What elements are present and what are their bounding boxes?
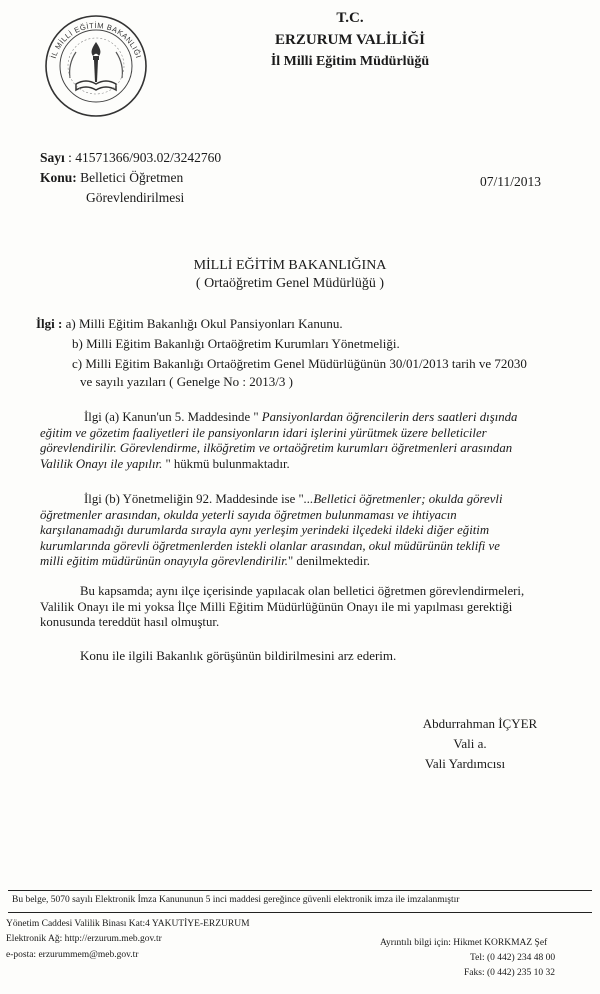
signatory-name: Abdurrahman İÇYER <box>422 716 538 731</box>
paragraph-yonetmelik <box>40 492 580 570</box>
header-country: T.C. <box>336 10 364 26</box>
sayi-value: : 41571366/903.02/3242760 <box>68 150 222 165</box>
ilgi-a: a) Milli Eğitim Bakanlığı Okul Pansiyonları Kanunu. <box>65 316 343 331</box>
footer-esign-notice: Bu belge, 5070 sayılı Elektronik İmza Kanununun 5 inci maddesi gereğince güvenli elektronik imza ile imzalanmıştır <box>12 895 460 905</box>
footer-phone: Tel: (0 442) 234 48 00 <box>470 953 556 963</box>
addressee-unit: ( Ortaöğretim Genel Müdürlüğü ) <box>195 276 385 291</box>
p1-line4: Valilik Onayı ile yapılır. " hükmü bulunmaktadır. <box>40 456 290 471</box>
footer-rule-bottom <box>8 912 592 913</box>
p4-line1: Konu ile ilgili Bakanlık görüşünün bildirilmesini arz ederim. <box>80 648 397 663</box>
footer-rule-top <box>8 890 592 891</box>
p2-line2: öğretmenler arasından, okulda yeterli sayıda öğretmen bulunmaması ve ihtiyacın <box>40 507 457 522</box>
footer-contact-person: Ayrıntılı bilgi için: Hikmet KORKMAZ Şef <box>380 938 548 948</box>
paragraph-question <box>40 584 580 631</box>
logo-text: İL MİLLİ EĞİTİM BAKANLIĞI <box>48 20 144 60</box>
sayi-row <box>40 150 221 166</box>
ilgi-c-line2: ve sayılı yazıları ( Genelge No : 2013/3 ) <box>80 374 293 389</box>
p1-line2: eğitim ve gözetim faaliyetleri ile pansiyonların idari işlerini yürütmek üzere belleticiler <box>40 425 487 440</box>
p3-line2: Valilik Onayı ile mi yoksa İlçe Milli Eğitim Müdürlüğünün Onayı ile mi yapılması gerektiği <box>40 599 513 614</box>
signatory-title1: Vali a. <box>453 736 487 751</box>
konu-line2: Görevlendirilmesi <box>86 190 185 205</box>
p1-line1: İlgi (a) Kanun'un 5. Maddesinde " Pansiyonlardan öğrencilerin ders saatleri dışında <box>84 410 518 424</box>
konu-line1: Belletici Öğretmen <box>80 170 184 185</box>
ilgi-a-row <box>36 316 343 332</box>
addressee-ministry: MİLLİ EĞİTİM BAKANLIĞINA <box>193 258 387 273</box>
paragraph-kanun <box>40 410 580 472</box>
p3-line1: Bu kapsamda; aynı ilçe içerisinde yapılacak olan belletici öğretmen görevlendirmeleri, <box>80 584 525 598</box>
p2-line1: İlgi (b) Yönetmeliğin 92. Maddesinde ise "...Belletici öğretmenler; okulda görevli <box>84 492 503 506</box>
sayi-label: Sayı <box>40 150 65 165</box>
signatory-title2: Vali Yardımcısı <box>424 756 506 771</box>
header-governorship: ERZURUM VALİLİĞİ <box>275 32 425 48</box>
footer-fax: Faks: (0 442) 235 10 32 <box>464 968 556 978</box>
p2-line4: kurumlarında görevli öğretmenlerden istekli olanlar arasından, okul müdürünün teklifi ve <box>40 538 500 553</box>
header-directorate: İl Milli Eğitim Müdürlüğü <box>270 54 430 69</box>
p1-line3: görevlendirilir. Görevlendirme, ilköğretim ve ortaöğretim kurumları öğretmenleri arasından <box>40 441 513 455</box>
footer-web: Elektronik Ağ: http://erzurum.meb.gov.tr <box>6 934 162 944</box>
konu-row <box>40 170 183 186</box>
p2-line5: milli eğitim müdürünün onayıyla görevlendirilir." denilmektedir. <box>40 554 370 568</box>
paragraph-request <box>80 648 580 664</box>
konu-label: Konu: <box>40 170 77 185</box>
emblem-icon <box>40 8 152 120</box>
ministry-logo <box>40 8 152 120</box>
p2-line3: karşılanamadığı durumlarda sırayla aynı yerleşim yerindeki ilçedeki ildeki diğer eğitim <box>40 523 490 537</box>
ilgi-c-line1: c) Milli Eğitim Bakanlığı Ortaöğretim Genel Müdürlüğünün 30/01/2013 tarih ve 72030 <box>72 356 527 371</box>
footer-address: Yönetim Caddesi Valilik Binası Kat:4 YAKUTİYE-ERZURUM <box>6 919 250 929</box>
document-date: 07/11/2013 <box>480 174 542 189</box>
footer-email: e-posta: erzurummem@meb.gov.tr <box>6 950 139 960</box>
p3-line3: konusunda tereddüt hasıl olmuştur. <box>40 615 220 629</box>
ilgi-label: İlgi : <box>36 316 63 331</box>
ilgi-b: b) Milli Eğitim Bakanlığı Ortaöğretim Kurumları Yönetmeliği. <box>72 336 400 351</box>
